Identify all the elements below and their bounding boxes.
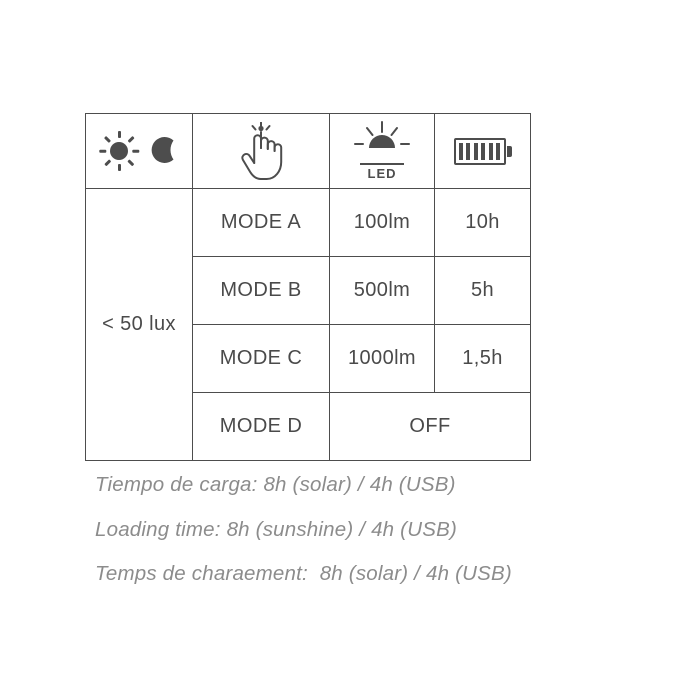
led-label: LED <box>360 163 404 181</box>
cell-mode: MODE D <box>193 393 330 461</box>
sun-icon <box>99 131 139 171</box>
cell-mode: MODE C <box>193 325 330 393</box>
note-en: Loading time: 8h (sunshine) / 4h (USB) <box>95 517 457 541</box>
charging-time-notes <box>95 474 655 608</box>
table-row <box>86 189 531 257</box>
led-lamp-icon <box>330 120 434 181</box>
cell-lumens: 500lm <box>330 257 435 325</box>
cell-lumens: 100lm <box>330 189 435 257</box>
specification-table-wrapper <box>85 113 530 461</box>
cell-lumens-off: OFF <box>330 393 531 461</box>
touch-hand-icon <box>193 122 329 180</box>
note-fr: Temps de charaement: 8h (solar) / 4h (USB) <box>95 562 512 586</box>
sun-moon-icon <box>86 131 192 171</box>
moon-icon <box>149 135 179 167</box>
cell-runtime: 1,5h <box>435 325 531 393</box>
table-header-row <box>86 114 531 189</box>
cell-runtime: 5h <box>435 257 531 325</box>
cell-mode: MODE A <box>193 189 330 257</box>
note-es: Tiempo de carga: 8h (solar) / 4h (USB) <box>95 473 456 496</box>
header-cell-led <box>330 114 435 189</box>
cell-mode: MODE B <box>193 257 330 325</box>
battery-icon <box>454 138 512 165</box>
header-cell-touch <box>193 114 330 189</box>
header-cell-daynight <box>86 114 193 189</box>
lux-threshold-label: < 50 lux <box>86 189 193 461</box>
cell-runtime: 10h <box>435 189 531 257</box>
header-cell-battery <box>435 114 531 189</box>
cell-lumens: 1000lm <box>330 325 435 393</box>
specification-table <box>85 113 531 461</box>
